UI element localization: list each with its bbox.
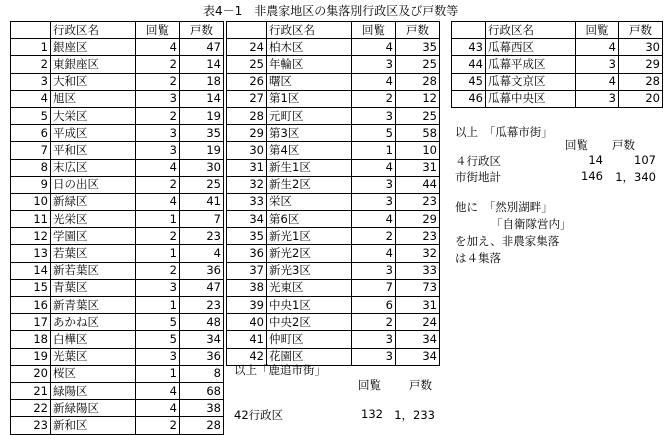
kairan-count: 3 bbox=[352, 193, 396, 210]
district-table-1 bbox=[10, 21, 224, 435]
household-count: 23 bbox=[180, 228, 224, 245]
table-row bbox=[11, 90, 224, 107]
kairan-count: 4 bbox=[136, 39, 180, 56]
kairan-count: 3 bbox=[576, 90, 619, 107]
district-name: 元町区 bbox=[267, 107, 352, 124]
note-line-2: 「自衛隊営内」 bbox=[491, 217, 572, 231]
district-name: 平和区 bbox=[51, 142, 136, 159]
table-row bbox=[227, 159, 440, 176]
header-kosu: 戸数 bbox=[619, 22, 663, 39]
header-kairan: 回覧 bbox=[576, 22, 619, 39]
district-name: 大栄区 bbox=[51, 107, 136, 124]
urimaku-row1-label: ４行政区 bbox=[455, 154, 501, 168]
row-number: 14 bbox=[11, 262, 51, 279]
kairan-count: 1 bbox=[136, 365, 180, 382]
district-name: 新青葉区 bbox=[51, 297, 136, 314]
urimaku-heading: 以上 「瓜幕市街」 bbox=[455, 125, 553, 139]
table-row bbox=[452, 73, 663, 90]
table-row bbox=[227, 279, 440, 296]
table-row bbox=[11, 228, 224, 245]
district-table-2 bbox=[226, 21, 440, 366]
table-row bbox=[11, 39, 224, 56]
table-row bbox=[11, 262, 224, 279]
row-number: 10 bbox=[11, 193, 51, 210]
district-name: 瓜幕文京区 bbox=[486, 73, 576, 90]
household-count: 34 bbox=[396, 331, 440, 348]
row-number: 41 bbox=[227, 331, 267, 348]
table-row bbox=[227, 211, 440, 228]
row-number: 17 bbox=[11, 314, 51, 331]
kairan-count: 4 bbox=[576, 73, 619, 90]
header-name: 行政区名 bbox=[267, 22, 352, 39]
household-count: 35 bbox=[180, 125, 224, 142]
household-count: 68 bbox=[180, 382, 224, 399]
kairan-count: 7 bbox=[352, 279, 396, 296]
table-row bbox=[11, 314, 224, 331]
district-name: 銀座区 bbox=[51, 39, 136, 56]
household-count: 18 bbox=[180, 73, 224, 90]
kairan-count: 3 bbox=[136, 142, 180, 159]
row-number: 37 bbox=[227, 262, 267, 279]
kairan-count: 2 bbox=[136, 417, 180, 434]
district-name: 新若葉区 bbox=[51, 262, 136, 279]
table-row bbox=[11, 365, 224, 382]
household-count: 25 bbox=[180, 176, 224, 193]
row-number: 26 bbox=[227, 73, 267, 90]
row-number: 9 bbox=[11, 176, 51, 193]
row-number: 31 bbox=[227, 159, 267, 176]
kairan-count: 3 bbox=[352, 262, 396, 279]
kairan-count: 2 bbox=[352, 228, 396, 245]
kairan-count: 1 bbox=[136, 211, 180, 228]
kairan-count: 3 bbox=[136, 348, 180, 365]
kairan-count: 4 bbox=[352, 211, 396, 228]
household-count: 30 bbox=[619, 39, 663, 56]
kairan-count: 6 bbox=[352, 297, 396, 314]
district-name: 第6区 bbox=[267, 211, 352, 228]
row-number: 7 bbox=[11, 142, 51, 159]
household-count: 23 bbox=[180, 297, 224, 314]
row-number: 39 bbox=[227, 297, 267, 314]
urimaku-kairan-header: 回覧 bbox=[565, 138, 588, 152]
household-count: 31 bbox=[396, 159, 440, 176]
table-row bbox=[11, 331, 224, 348]
district-name: 日の出区 bbox=[51, 176, 136, 193]
urimaku-kosu-header: 戸数 bbox=[612, 138, 635, 152]
page-title: 表4－1 非農家地区の集落別行政区及び戸数等 bbox=[203, 4, 459, 18]
district-name: 末広区 bbox=[51, 159, 136, 176]
table-row bbox=[11, 176, 224, 193]
table-row bbox=[11, 159, 224, 176]
kairan-count: 5 bbox=[136, 331, 180, 348]
district-name: 桜区 bbox=[51, 365, 136, 382]
row-number: 22 bbox=[11, 400, 51, 417]
district-name: 白樺区 bbox=[51, 331, 136, 348]
kairan-count: 3 bbox=[352, 107, 396, 124]
household-count: 12 bbox=[396, 90, 440, 107]
kairan-count: 1 bbox=[136, 245, 180, 262]
note-line-1: 他に 「然別湖畔」 bbox=[455, 200, 553, 214]
district-name: 新光1区 bbox=[267, 228, 352, 245]
district-name: 平成区 bbox=[51, 125, 136, 142]
district-name: 花園区 bbox=[267, 348, 352, 365]
row-number: 24 bbox=[227, 39, 267, 56]
row-number: 20 bbox=[11, 365, 51, 382]
household-count: 47 bbox=[180, 279, 224, 296]
table-row bbox=[227, 331, 440, 348]
row-number: 33 bbox=[227, 193, 267, 210]
row-number: 46 bbox=[452, 90, 486, 107]
note-line-4: は４集落 bbox=[455, 251, 501, 265]
row-number: 2 bbox=[11, 56, 51, 73]
header-kosu: 戸数 bbox=[396, 22, 440, 39]
household-count: 7 bbox=[180, 211, 224, 228]
district-name: 若葉区 bbox=[51, 245, 136, 262]
kairan-count: 2 bbox=[352, 90, 396, 107]
kairan-count: 4 bbox=[352, 73, 396, 90]
kairan-count: 5 bbox=[352, 125, 396, 142]
kairan-count: 4 bbox=[352, 39, 396, 56]
table-row bbox=[227, 73, 440, 90]
row-number: 40 bbox=[227, 314, 267, 331]
kairan-count: 4 bbox=[352, 245, 396, 262]
district-name: 東銀座区 bbox=[51, 56, 136, 73]
row-number: 23 bbox=[11, 417, 51, 434]
kairan-count: 2 bbox=[136, 107, 180, 124]
header-kosu: 戸数 bbox=[180, 22, 224, 39]
household-count: 8 bbox=[180, 365, 224, 382]
kairan-count: 3 bbox=[352, 348, 396, 365]
table-row bbox=[11, 400, 224, 417]
row-number: 30 bbox=[227, 142, 267, 159]
table-header-row bbox=[227, 22, 440, 39]
household-count: 4 bbox=[180, 245, 224, 262]
row-number: 34 bbox=[227, 211, 267, 228]
household-count: 36 bbox=[180, 348, 224, 365]
row-number: 13 bbox=[11, 245, 51, 262]
table-row bbox=[227, 39, 440, 56]
kairan-count: 4 bbox=[576, 39, 619, 56]
table-row bbox=[11, 297, 224, 314]
district-name: 栄区 bbox=[267, 193, 352, 210]
kairan-count: 4 bbox=[352, 159, 396, 176]
kairan-count: 4 bbox=[136, 382, 180, 399]
urimaku-row1-kairan: 14 bbox=[588, 153, 603, 167]
kairan-count: 1 bbox=[352, 142, 396, 159]
kairan-count: 3 bbox=[352, 56, 396, 73]
row-number: 21 bbox=[11, 382, 51, 399]
household-count: 32 bbox=[396, 245, 440, 262]
district-name: 青葉区 bbox=[51, 279, 136, 296]
district-name: 中央2区 bbox=[267, 314, 352, 331]
district-name: 学園区 bbox=[51, 228, 136, 245]
row-number: 25 bbox=[227, 56, 267, 73]
district-name: あかね区 bbox=[51, 314, 136, 331]
urimaku-row1-kosu: 107 bbox=[634, 153, 656, 167]
table-row bbox=[227, 125, 440, 142]
household-count: 34 bbox=[180, 331, 224, 348]
household-count: 28 bbox=[180, 417, 224, 434]
district-name: 大和区 bbox=[51, 73, 136, 90]
table-row bbox=[11, 73, 224, 90]
table-header-row bbox=[452, 22, 663, 39]
shikaoi-row-kairan: 132 bbox=[361, 407, 383, 421]
kairan-count: 2 bbox=[136, 262, 180, 279]
district-name: 仲町区 bbox=[267, 331, 352, 348]
household-count: 25 bbox=[396, 107, 440, 124]
kairan-count: 3 bbox=[136, 90, 180, 107]
row-number: 15 bbox=[11, 279, 51, 296]
district-name: 中央1区 bbox=[267, 297, 352, 314]
urimaku-row2-kairan: 146 bbox=[581, 169, 603, 183]
district-name: 新光2区 bbox=[267, 245, 352, 262]
household-count: 29 bbox=[396, 211, 440, 228]
household-count: 48 bbox=[180, 314, 224, 331]
table-row bbox=[227, 90, 440, 107]
household-count: 14 bbox=[180, 56, 224, 73]
table-row bbox=[11, 245, 224, 262]
district-name: 新緑区 bbox=[51, 193, 136, 210]
kairan-count: 2 bbox=[136, 56, 180, 73]
district-name: 第4区 bbox=[267, 142, 352, 159]
table-row bbox=[11, 417, 224, 434]
kairan-count: 2 bbox=[136, 228, 180, 245]
row-number: 16 bbox=[11, 297, 51, 314]
shikaoi-kairan-header: 回覧 bbox=[358, 378, 381, 392]
row-number: 35 bbox=[227, 228, 267, 245]
district-name: 曙区 bbox=[267, 73, 352, 90]
row-number: 45 bbox=[452, 73, 486, 90]
household-count: 31 bbox=[396, 297, 440, 314]
table-row bbox=[227, 314, 440, 331]
kairan-count: 1 bbox=[136, 297, 180, 314]
household-count: 23 bbox=[396, 193, 440, 210]
household-count: 30 bbox=[180, 159, 224, 176]
table-row bbox=[227, 56, 440, 73]
district-name: 年輪区 bbox=[267, 56, 352, 73]
kairan-count: 3 bbox=[136, 125, 180, 142]
row-number: 5 bbox=[11, 107, 51, 124]
table-row bbox=[227, 228, 440, 245]
shikaoi-row-kosu: 1，233 bbox=[394, 408, 435, 422]
urimaku-row2-label: 市街地計 bbox=[455, 170, 501, 184]
household-count: 19 bbox=[180, 107, 224, 124]
row-number: 12 bbox=[11, 228, 51, 245]
household-count: 58 bbox=[396, 125, 440, 142]
shikaoi-kosu-header: 戸数 bbox=[409, 378, 432, 392]
district-name: 瓜幕中央区 bbox=[486, 90, 576, 107]
note-line-3: を加え、非農家集落 bbox=[455, 234, 560, 248]
kairan-count: 5 bbox=[136, 314, 180, 331]
table-row bbox=[11, 193, 224, 210]
table-row bbox=[11, 382, 224, 399]
kairan-count: 3 bbox=[352, 331, 396, 348]
district-name: 瓜幕西区 bbox=[486, 39, 576, 56]
district-name: 新和区 bbox=[51, 417, 136, 434]
district-name: 新光3区 bbox=[267, 262, 352, 279]
kairan-count: 4 bbox=[136, 159, 180, 176]
household-count: 28 bbox=[396, 73, 440, 90]
kairan-count: 2 bbox=[136, 176, 180, 193]
header-kairan: 回覧 bbox=[352, 22, 396, 39]
row-number: 1 bbox=[11, 39, 51, 56]
district-name: 光東区 bbox=[267, 279, 352, 296]
district-name: 緑陽区 bbox=[51, 382, 136, 399]
kairan-count: 3 bbox=[136, 279, 180, 296]
table-row bbox=[227, 107, 440, 124]
urimaku-row2-kosu: 1，340 bbox=[615, 170, 656, 184]
household-count: 33 bbox=[396, 262, 440, 279]
table-row bbox=[227, 193, 440, 210]
row-number: 4 bbox=[11, 90, 51, 107]
table-row bbox=[11, 348, 224, 365]
header-blank bbox=[227, 22, 267, 39]
row-number: 8 bbox=[11, 159, 51, 176]
household-count: 23 bbox=[396, 228, 440, 245]
household-count: 38 bbox=[180, 400, 224, 417]
district-name: 新生1区 bbox=[267, 159, 352, 176]
table-row bbox=[452, 90, 663, 107]
household-count: 34 bbox=[396, 348, 440, 365]
table-row bbox=[227, 142, 440, 159]
household-count: 24 bbox=[396, 314, 440, 331]
table-row bbox=[227, 262, 440, 279]
kairan-count: 3 bbox=[352, 176, 396, 193]
table-row bbox=[11, 211, 224, 228]
kairan-count: 4 bbox=[136, 193, 180, 210]
table-row bbox=[11, 125, 224, 142]
household-count: 20 bbox=[619, 90, 663, 107]
district-name: 旭区 bbox=[51, 90, 136, 107]
row-number: 19 bbox=[11, 348, 51, 365]
header-blank bbox=[11, 22, 51, 39]
kairan-count: 2 bbox=[352, 314, 396, 331]
table-row bbox=[227, 245, 440, 262]
household-count: 44 bbox=[396, 176, 440, 193]
row-number: 6 bbox=[11, 125, 51, 142]
household-count: 35 bbox=[396, 39, 440, 56]
household-count: 36 bbox=[180, 262, 224, 279]
table-row bbox=[452, 39, 663, 56]
district-name: 新生2区 bbox=[267, 176, 352, 193]
household-count: 10 bbox=[396, 142, 440, 159]
row-number: 36 bbox=[227, 245, 267, 262]
district-name: 新緑陽区 bbox=[51, 400, 136, 417]
table-row bbox=[227, 176, 440, 193]
table-row bbox=[11, 279, 224, 296]
kairan-count: 4 bbox=[136, 400, 180, 417]
district-name: 第3区 bbox=[267, 125, 352, 142]
household-count: 28 bbox=[619, 73, 663, 90]
row-number: 11 bbox=[11, 211, 51, 228]
household-count: 41 bbox=[180, 193, 224, 210]
row-number: 44 bbox=[452, 56, 486, 73]
household-count: 25 bbox=[396, 56, 440, 73]
header-name: 行政区名 bbox=[486, 22, 576, 39]
table-row bbox=[227, 297, 440, 314]
header-kairan: 回覧 bbox=[136, 22, 180, 39]
district-name: 第1区 bbox=[267, 90, 352, 107]
household-count: 29 bbox=[619, 56, 663, 73]
kairan-count: 3 bbox=[576, 56, 619, 73]
row-number: 29 bbox=[227, 125, 267, 142]
table-row bbox=[11, 142, 224, 159]
header-name: 行政区名 bbox=[51, 22, 136, 39]
row-number: 43 bbox=[452, 39, 486, 56]
district-name: 柏木区 bbox=[267, 39, 352, 56]
row-number: 27 bbox=[227, 90, 267, 107]
row-number: 3 bbox=[11, 73, 51, 90]
shikaoi-heading: 以上「鹿追市街」 bbox=[234, 363, 326, 377]
table-header-row bbox=[11, 22, 224, 39]
row-number: 28 bbox=[227, 107, 267, 124]
table-row bbox=[11, 56, 224, 73]
district-table-3 bbox=[451, 21, 663, 108]
header-blank bbox=[452, 22, 486, 39]
district-name: 光栄区 bbox=[51, 211, 136, 228]
row-number: 18 bbox=[11, 331, 51, 348]
household-count: 73 bbox=[396, 279, 440, 296]
row-number: 42 bbox=[227, 348, 267, 365]
table-row bbox=[11, 107, 224, 124]
row-number: 38 bbox=[227, 279, 267, 296]
household-count: 19 bbox=[180, 142, 224, 159]
district-name: 瓜幕平成区 bbox=[486, 56, 576, 73]
district-name: 光葉区 bbox=[51, 348, 136, 365]
table-row bbox=[452, 56, 663, 73]
household-count: 14 bbox=[180, 90, 224, 107]
kairan-count: 2 bbox=[136, 73, 180, 90]
household-count: 47 bbox=[180, 39, 224, 56]
shikaoi-row-label: 42行政区 bbox=[234, 408, 284, 422]
row-number: 32 bbox=[227, 176, 267, 193]
